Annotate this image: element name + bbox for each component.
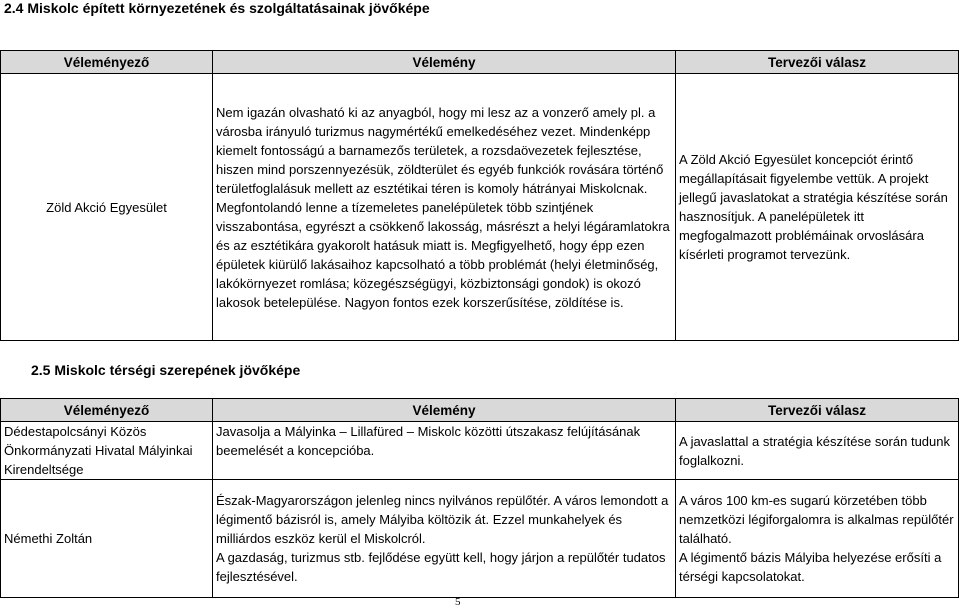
header-reviewer: Véleményező [1, 399, 213, 422]
header-opinion: Vélemény [213, 51, 676, 74]
page-number: 5 [455, 596, 461, 608]
header-reviewer: Véleményező [1, 51, 213, 74]
opinion-cell: Javasolja a Mályinka – Lillafüred – Miskolc közötti útszakasz felújításának beemelését a koncepcióba. [213, 422, 676, 480]
answer-cell: A javaslattal a stratégia készítése során tudunk foglalkozni. [676, 422, 959, 480]
table-row [1, 422, 959, 480]
header-answer: Tervezői válasz [676, 399, 959, 422]
reviewer-cell: Dédestapolcsányi Közös Önkormányzati Hivatal Mályinkai Kirendeltsége [1, 422, 213, 480]
table-header-row [1, 399, 959, 422]
answer-cell: A Zöld Akció Egyesület koncepciót érintő megállapításait figyelembe vettük. A projekt jellegű javaslatokat a stratégia készítése során hasznosítjuk. A panelépületek itt megfogalmazott problémáinak orvoslására kísérleti programot tervezünk. [676, 74, 959, 341]
table-row [1, 74, 959, 341]
section-title-2-4: 2.4 Miskolc épített környezetének és szolgáltatásainak jövőképe [4, 0, 430, 16]
header-opinion: Vélemény [213, 399, 676, 422]
opinion-table-2-4 [0, 50, 959, 341]
opinion-cell: Nem igazán olvasható ki az anyagból, hogy mi lesz az a vonzerő amely pl. a városba irányuló turizmus nagymértékű emelkedéséhez vezet. Mindenképp kiemelt fontosságú a barnamezős területek, a rozsdaövezetek fejlesztése, hiszen mind porszennyezésük, zöldterület és egyéb funkciók rovására történő területfoglalásuk mellett az esztétikai téren is komoly hátrányai Miskolcnak. Megfontolandó lenne a tízemeletes panelépületek több szintjének visszabontása, egyrészt a csökkenő lakosság, másrészt a helyi légáramlatokra és az esztétikára gyakorolt hatásuk miatt is. Megfigyelhető, hogy épp ezen épületek kiürülő lakásaihoz kapcsolható a több problémát (helyi életminőség, lakókörnyezet romlása; közegészségügyi, közbiztonsági gondok) is okozó lakosok betelepülése. Nagyon fontos ezek korszerűsítése, zöldítése is. [213, 74, 676, 341]
answer-paragraph: A város 100 km-es sugarú körzetében több nemzetközi légiforgalomra is alkalmas repülőtér található. [679, 493, 954, 546]
header-answer: Tervezői válasz [676, 51, 959, 74]
answer-paragraph: A légimentő bázis Mályiba helyezése erősíti a térségi kapcsolatokat. [679, 550, 942, 584]
opinion-cell [213, 480, 676, 598]
section-title-2-5: 2.5 Miskolc térségi szerepének jövőképe [31, 362, 301, 378]
opinion-table-2-5 [0, 398, 959, 598]
reviewer-cell: Némethi Zoltán [1, 480, 213, 598]
table-header-row [1, 51, 959, 74]
reviewer-cell: Zöld Akció Egyesület [1, 74, 213, 341]
answer-cell [676, 480, 959, 598]
table-row [1, 480, 959, 598]
opinion-paragraph: Észak-Magyarországon jelenleg nincs nyilvános repülőtér. A város lemondott a légimentő bázisról is, amely Mályiba költözik át. Ezzel munkahelyek és milliárdos eszköz kerül el Miskolcról. [216, 493, 669, 546]
opinion-paragraph: A gazdaság, turizmus stb. fejlődése együtt kell, hogy járjon a repülőtér tudatos fejlesztésével. [216, 550, 666, 584]
